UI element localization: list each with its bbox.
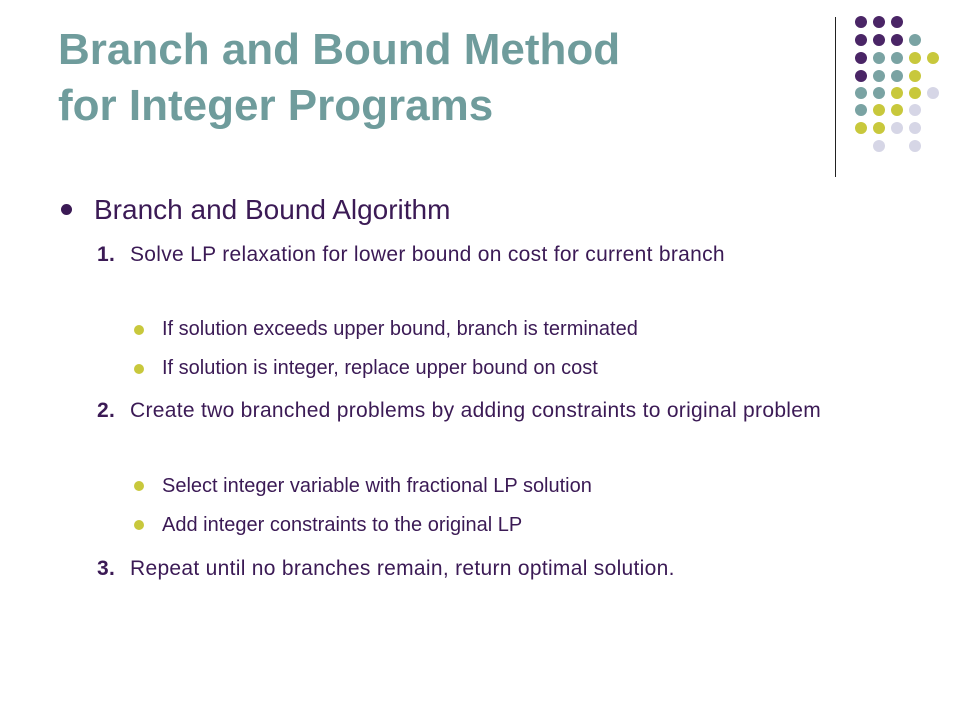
step-text: Solve LP relaxation for lower bound on cost for current branch [130, 243, 725, 266]
slide-title-line-2: for Integer Programs [58, 81, 494, 130]
step-1 [97, 238, 870, 271]
step-3 [97, 552, 870, 585]
slide-title-line-1: Branch and Bound Method [58, 25, 621, 74]
sub-bullet-icon [134, 520, 144, 530]
step-1-subitem-1: If solution exceeds upper bound, branch is terminated [162, 318, 638, 340]
sub-bullet-icon [134, 364, 144, 374]
step-number: 2. [97, 399, 116, 422]
section-heading: Branch and Bound Algorithm [94, 194, 451, 225]
step-1-subitem-2: If solution is integer, replace upper bound on cost [162, 357, 598, 379]
step-text: Create two branched problems by adding constraints to original problem [130, 399, 822, 422]
sub-bullet-icon [134, 325, 144, 335]
step-2-subitem-1: Select integer variable with fractional LP solution [162, 475, 592, 497]
heading-bullet-icon [61, 204, 72, 215]
sub-bullet-icon [134, 481, 144, 491]
step-2 [97, 394, 870, 427]
step-number: 3. [97, 557, 116, 580]
step-number: 1. [97, 243, 116, 266]
step-2-subitem-2: Add integer constraints to the original LP [162, 514, 523, 536]
step-text: Repeat until no branches remain, return optimal solution. [130, 557, 675, 580]
